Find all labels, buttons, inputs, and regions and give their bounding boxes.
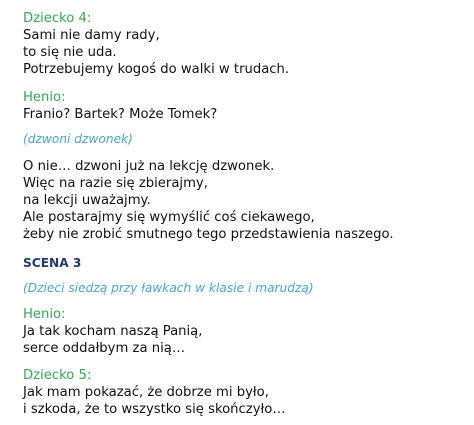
dialogue-line: Franio? Bartek? Może Tomek? [23,107,218,122]
dialogue-line: O nie… dzwoni już na lekcję dzwonek. [23,159,275,174]
dialogue-line: żeby nie zrobić smutnego tego przedstawienia naszego. [23,227,394,242]
dialogue-line: Jak mam pokazać, że dobrze mi było, [23,385,269,400]
dialogue-line: Potrzebujemy kogoś do walki w trudach. [23,62,290,77]
dialogue-line: Więc na razie się zbierajmy, [23,176,208,191]
stage-direction: (dzwoni dzwonek) [23,132,133,146]
stage-direction: (Dzieci siedzą przy ławkach w klasie i marudzą) [23,281,314,295]
speaker-label: Dziecko 4: [23,11,92,26]
dialogue-line: na lekcji uważajmy. [23,193,151,208]
dialogue-line: i szkoda, że to wszystko się skończyło… [23,402,286,417]
speaker-label: Henio: [23,307,66,322]
dialogue-line: to się nie uda. [23,45,117,60]
dialogue-line: Sami nie damy rady, [23,28,160,43]
speaker-label: Dziecko 5: [23,368,92,383]
dialogue-line: Ale postarajmy się wymyślić coś ciekawego, [23,210,315,225]
dialogue-line: serce oddałbym za nią… [23,341,186,356]
dialogue-line: Ja tak kocham naszą Panią, [23,324,203,339]
scene-heading: SCENA 3 [23,256,82,270]
speaker-label: Henio: [23,90,66,105]
